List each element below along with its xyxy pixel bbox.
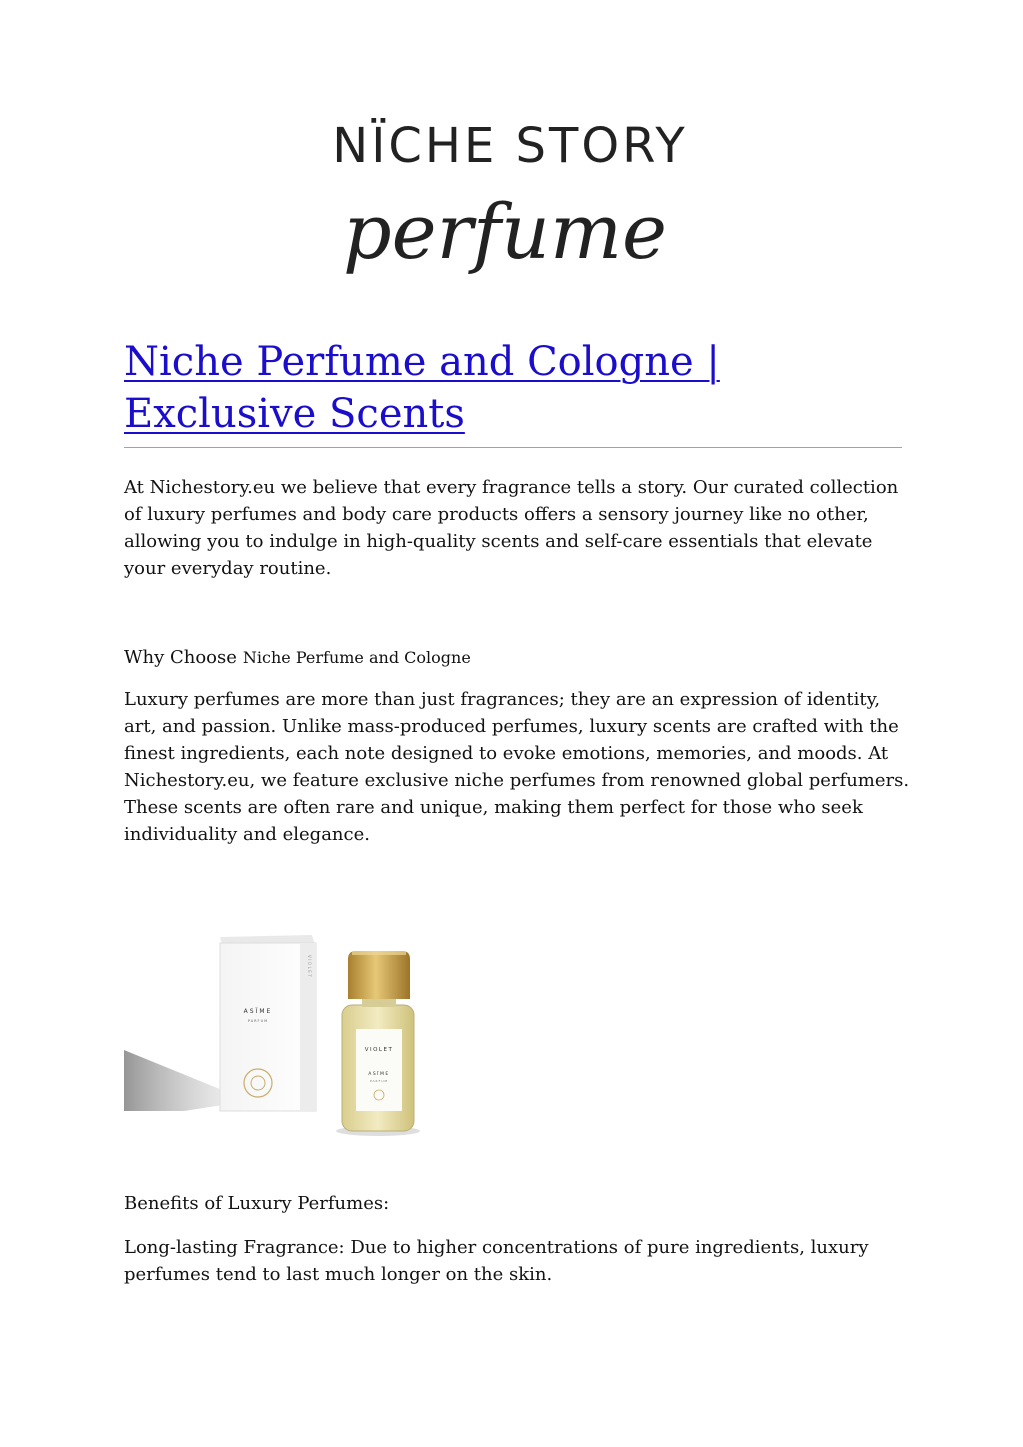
box-brand: ASÏME	[243, 1008, 273, 1015]
why-heading	[124, 644, 914, 671]
title-line-1[interactable]: Niche Perfume and Cologne |	[124, 339, 720, 385]
perfume-bottle	[336, 951, 420, 1136]
bottle-cap	[348, 951, 410, 999]
box-side-label: VIOLET	[307, 955, 312, 979]
bottle-label	[356, 1029, 402, 1111]
benefits-heading: Benefits of Luxury Perfumes:	[124, 1193, 390, 1214]
intro-paragraph: At Nichestory.eu we believe that every fragrance tells a story. Our curated collection of luxury perfumes and body care products offers a sensory journey like no other, allowing you to indulge in high-quality scents and self-care essentials that elevate your everyday routine.	[124, 477, 899, 579]
perfume-box	[220, 935, 316, 1111]
cap-highlight	[352, 951, 406, 955]
title-line-2[interactable]: Exclusive Scents	[124, 391, 465, 437]
bottle-sub: PARFUM	[369, 1079, 389, 1083]
perfume-illustration	[124, 925, 424, 1140]
title-divider	[124, 447, 902, 448]
bottle-brand: ASÏME	[368, 1072, 390, 1077]
box-sub: PARFUM	[247, 1019, 269, 1023]
page-title-link[interactable]	[124, 336, 884, 440]
product-image	[124, 925, 424, 1140]
niche-story-logo	[310, 110, 710, 300]
logo-script: perfume	[342, 187, 668, 276]
logo-wordmark: NÏCHE STORY	[332, 118, 688, 174]
why-subject: Niche Perfume and Cologne	[242, 648, 471, 667]
bottle-name: VIOLET	[364, 1047, 394, 1053]
why-paragraph: Luxury perfumes are more than just fragrances; they are an expression of identity, art, and passion. Unlike mass-produced perfumes, luxury scents are crafted with the finest ingredients, each note designed to evoke emotions, memories, and moods. At Nichestory.eu, we feature exclusive niche perfumes from renowned global perfumers. These scents are often rare and unique, making them perfect for those who seek individuality and elegance.	[124, 689, 910, 845]
logo-graphic	[310, 110, 710, 300]
why-prefix: Why Choose	[124, 647, 237, 668]
benefit-long-lasting: Long-lasting Fragrance: Due to higher concentrations of pure ingredients, luxury perfumes tend to last much longer on the skin.	[124, 1237, 869, 1285]
